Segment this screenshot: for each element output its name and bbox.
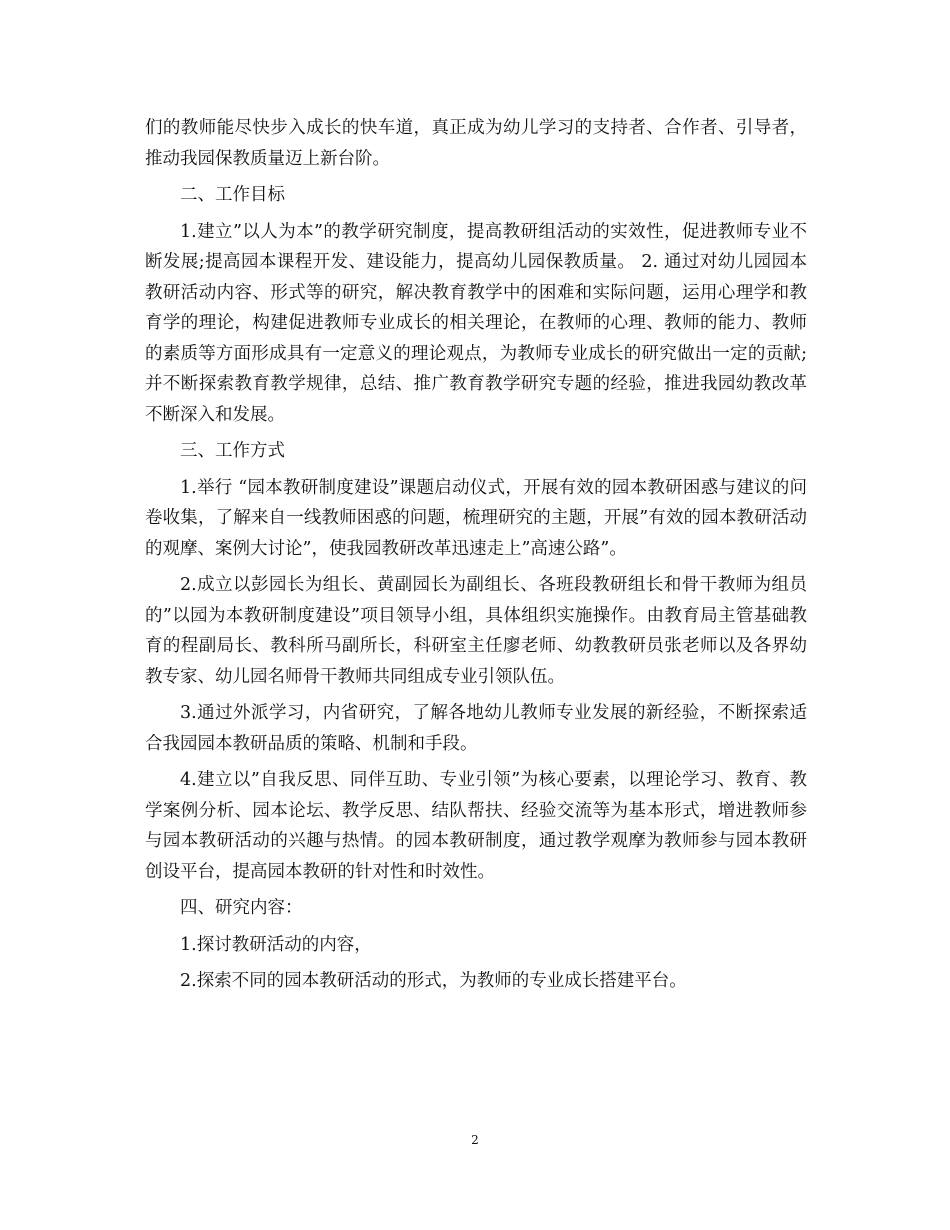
section-heading-research-content: 四、研究内容： (180, 898, 303, 918)
paragraph-content-2: 2.探索不同的园本教研活动的形式，为教师的专业成长搭建平台。 (180, 971, 687, 991)
paragraph-method-2: 2.成立以彭园长为组长、黄副园长为副组长、各班段教研组长和骨干教师为组员的”以园为本教研制度建设”项目领导小组，具体组织实施操作。由教育局主管基础教育的程副局长、教科所马副所长，科研室主任廖老师、幼教教研员张老师以及各界幼教专家、幼儿园名师骨干教师共同组成专业引领队伍。 (145, 575, 807, 687)
paragraph-method-3: 3.通过外派学习，内省研究，了解各地幼儿教师专业发展的新经验，不断探索适合我园园本教研品质的策略、机制和手段。 (145, 703, 807, 754)
paragraph-continuation: 们的教师能尽快步入成长的快车道，真正成为幼儿学习的支持者、合作者、引导者，推动我园保教质量迈上新台阶。 (145, 118, 807, 169)
paragraph-method-4: 4.建立以”自我反思、同伴互助、专业引领”为核心要素，以理论学习、教育、教学案例分析、园本论坛、教学反思、结队帮扶、经验交流等为基本形式，增进教师参与园本教研活动的兴趣与热情。的园本教研制度，通过教学观摩为教师参与园本教研创设平台，提高园本教研的针对性和时效性。 (145, 770, 807, 882)
section-heading-work-methods: 三、工作方式 (180, 441, 285, 461)
paragraph-content-1: 1.探讨教研活动的内容， (180, 934, 372, 955)
paragraph-method-1: 1.举行 “园本教研制度建设”课题启动仪式，开展有效的园本教研困惑与建议的问卷收集，了解来自一线教师困惑的问题，梳理研究的主题，开展”有效的园本教研活动的观摩、案例大讨论”，使我园教研改革迅速走上”高速公路”。 (145, 477, 807, 559)
section-heading-work-goals: 二、工作目标 (180, 185, 285, 205)
document-body (145, 113, 807, 1003)
paragraph-goal-1: 1.建立”以人为本”的教学研究制度，提高教研组活动的实效性，促进教师专业不断发展;提高园本课程开发、建设能力，提高幼儿园保教质量。 2. 通过对幼儿园园本教研活动内容、形式等的研究，解决教育教学中的困难和实际问题，运用心理学和教育学的理论，构建促进教师专业成长的相关理论，在教师的心理、教师的能力、教师的素质等方面形成具有一定意义的理论观点，为教师专业成长的研究做出一定的贡献;并不断探索教育教学规律，总结、推广教育教学研究专题的经验，推进我园幼教改革不断深入和发展。 (145, 221, 807, 425)
page-number: 2 (471, 1133, 479, 1147)
